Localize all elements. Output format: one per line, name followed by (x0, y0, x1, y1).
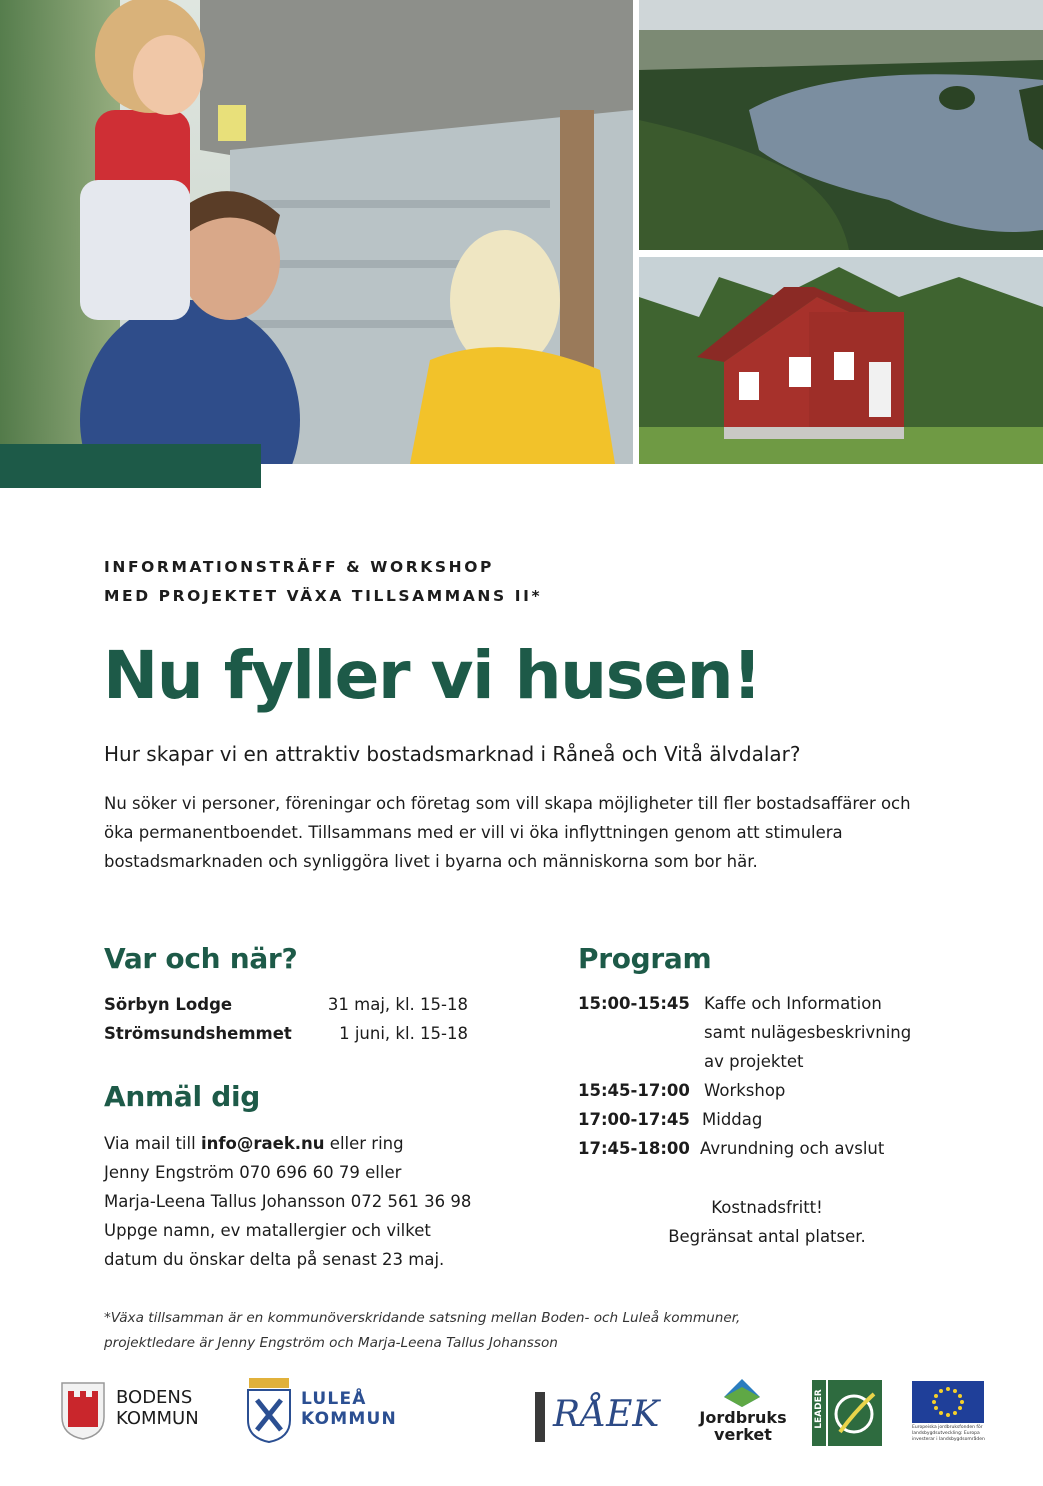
intro-paragraph: Nu söker vi personer, föreningar och företag som vill skapa möjligheter till fler bostadsaffärer och öka permanentboendet. Tillsammans med er vill vi öka inflyttningen genom att stimulera bostadsmarknaden och synliggöra livet i byarna och människorna som bor här. (104, 794, 911, 871)
program-item (578, 1105, 911, 1134)
program-time: 17:45-18:00 (578, 1139, 690, 1158)
cost-note-line: Begränsat antal platser. (668, 1227, 866, 1246)
program-time: 17:00-17:45 (578, 1110, 690, 1129)
footnote (104, 1306, 740, 1356)
signup-heading: Anmäl dig (104, 1080, 261, 1113)
program-activity-line: samt nulägesbeskrivning (704, 1023, 912, 1042)
photo-red-cottage (639, 257, 1043, 464)
leader-logo (812, 1380, 882, 1446)
program-item (578, 989, 911, 1076)
program-heading: Program (578, 942, 712, 975)
logo-text: RÅEK (553, 1394, 660, 1435)
logo-text: KOMMUN (301, 1409, 397, 1429)
photo-family-with-house-key (0, 0, 633, 464)
program-activity-line: Avrundning och avslut (700, 1139, 885, 1158)
lead-question: Hur skapar vi en attraktiv bostadsmarknad i Råneå och Vitå älvdalar? (104, 742, 801, 766)
program-activity (700, 1134, 884, 1163)
logo-text: LULEÅ (301, 1389, 367, 1409)
photo-aerial-lake-forest (639, 0, 1043, 250)
footnote-line: *Växa tillsamman är en kommunöverskridande satsning mellan Boden- och Luleå kommuner, (104, 1310, 741, 1326)
raek-logo (533, 1390, 678, 1444)
program-item (578, 1134, 911, 1163)
bodens-kommun-logo (60, 1381, 199, 1441)
signup-line: Jenny Engström 070 696 60 79 eller (104, 1163, 402, 1182)
logo-text: BODENS (116, 1387, 193, 1408)
lulea-kommun-logo (245, 1376, 397, 1444)
signup-text (104, 1129, 471, 1274)
venue-date: 31 maj, kl. 15-18 (327, 995, 468, 1014)
logo-text: verket (714, 1425, 772, 1444)
program-activity-line: Kaffe och Information (704, 994, 882, 1013)
eyebrow-line: INFORMATIONSTRÄFF & WORKSHOP (104, 558, 494, 576)
logo-text: Jordbruks (699, 1408, 787, 1427)
program-item (578, 1076, 911, 1105)
email-link[interactable]: info@raek.nu (200, 1134, 325, 1153)
signup-line (104, 1129, 471, 1158)
signup-line-text: eller ring (324, 1134, 404, 1153)
cost-note-line: Kostnadsfritt! (711, 1198, 823, 1217)
venue-name: Strömsundshemmet (104, 1024, 292, 1043)
program-time: 15:00-15:45 (578, 994, 690, 1013)
program-activity (704, 1076, 785, 1105)
program-activity-line: Workshop (704, 1081, 786, 1100)
logo-text: landsbygdsutveckling: Europa (912, 1431, 980, 1436)
program-activity (702, 1105, 762, 1134)
logo-text: KOMMUN (116, 1408, 199, 1429)
program-time: 15:45-17:00 (578, 1081, 690, 1100)
eu-flag-logo (912, 1381, 984, 1447)
logo-text: Europeiska jordbruksfonden för (912, 1425, 983, 1430)
signup-line-text: Via mail till (104, 1134, 201, 1153)
signup-line: Marja-Leena Tallus Johansson 072 561 36 98 (104, 1192, 472, 1211)
page-title: Nu fyller vi husen! (103, 637, 761, 714)
where-when-heading: Var och när? (104, 942, 298, 975)
signup-line: datum du önskar delta på senast 23 maj. (104, 1250, 445, 1269)
cost-note (578, 1193, 956, 1251)
logo-text: LEADER (814, 1389, 824, 1429)
program-activity-line: av projektet (704, 1052, 804, 1071)
venue-name: Sörbyn Lodge (104, 995, 233, 1014)
program-activity (704, 989, 911, 1076)
accent-bar (0, 444, 261, 488)
jordbruksverket-logo (698, 1377, 790, 1449)
logo-text: investerar i landsbygdsområden (912, 1437, 985, 1442)
program-activity-line: Middag (702, 1110, 763, 1129)
event-eyebrow (104, 553, 542, 611)
signup-line: Uppge namn, ev matallergier och vilket (104, 1221, 431, 1240)
venue-date: 1 juni, kl. 15-18 (339, 1024, 468, 1043)
eyebrow-line: MED PROJEKTET VÄXA TILLSAMMANS II* (104, 587, 543, 605)
program-list (578, 989, 911, 1163)
footnote-line: projektledare är Jenny Engström och Marja-Leena Tallus Johansson (104, 1335, 558, 1351)
